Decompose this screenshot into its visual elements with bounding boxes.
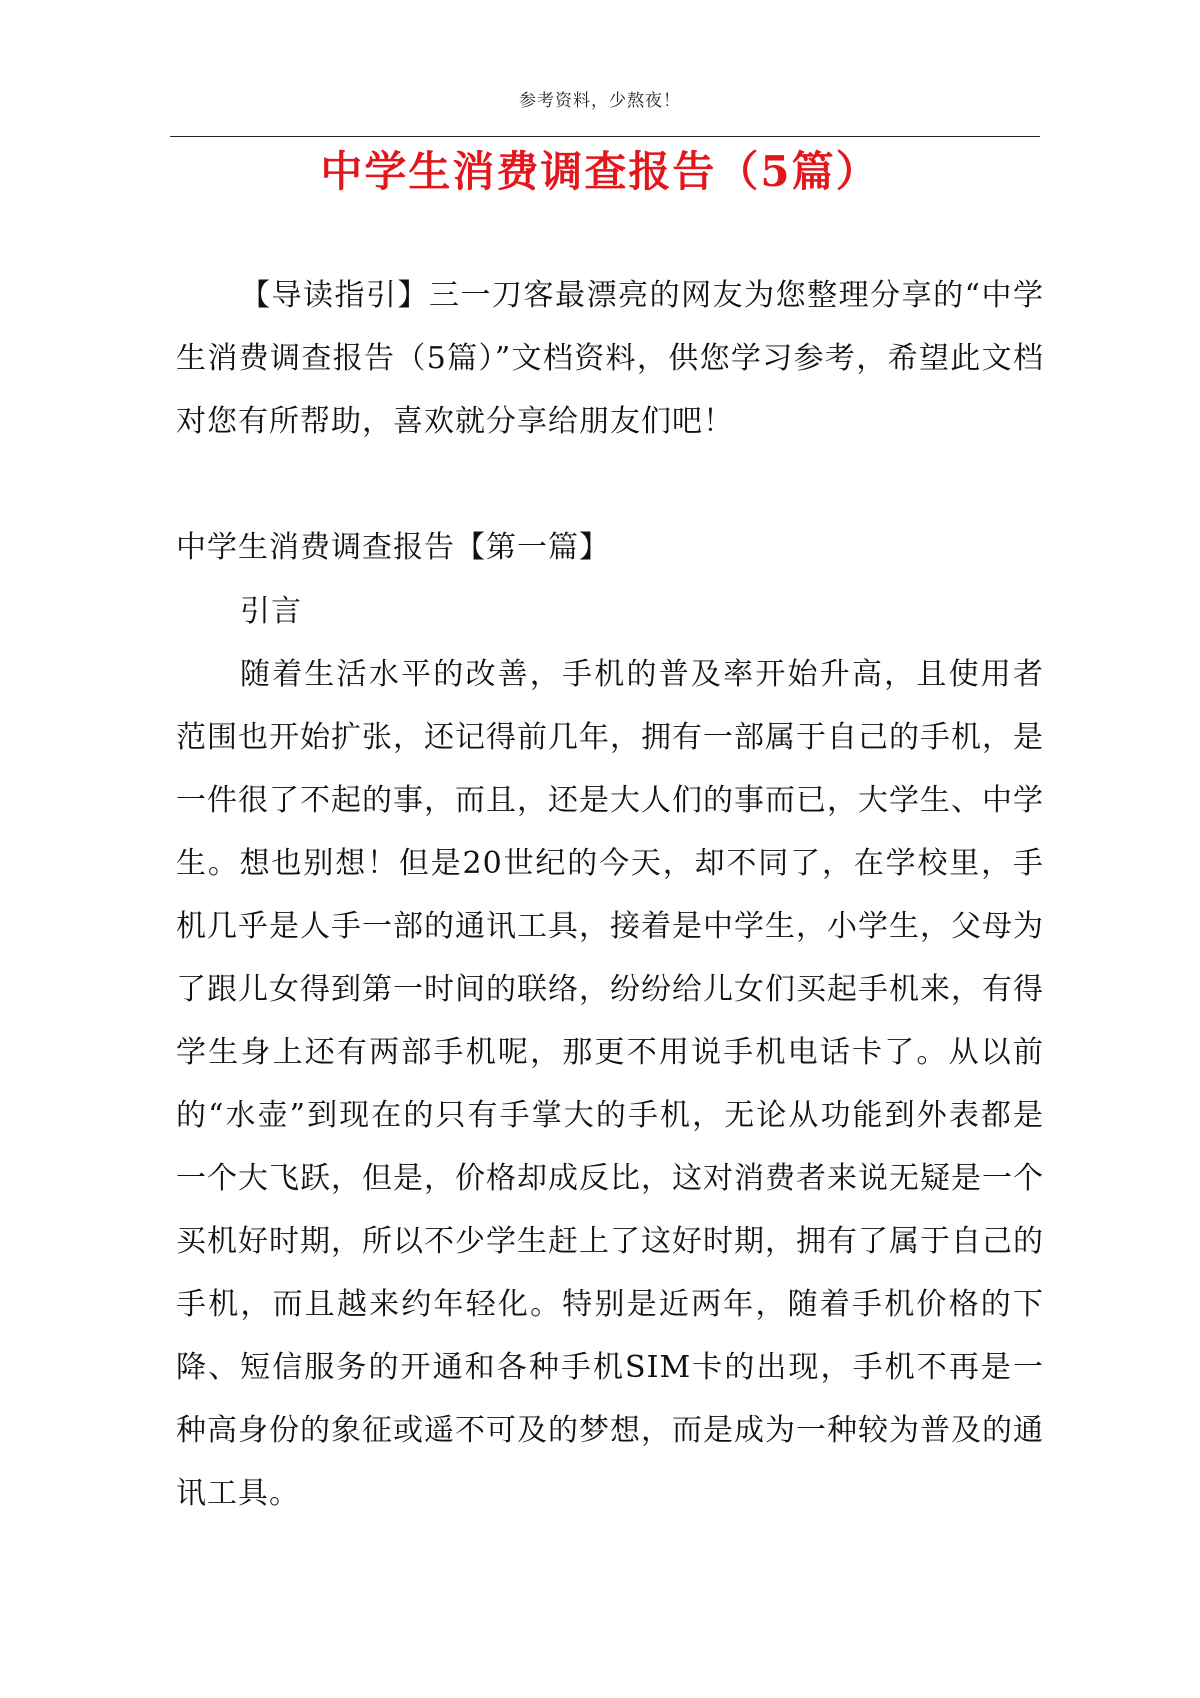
document-title: 中学生消费调查报告（5篇） [320,147,880,196]
sub-heading: 引言 [240,594,302,629]
intro-paragraph: 【导读指引】三一刀客最漂亮的网友为您整理分享的“中学生消费调查报告（5篇）”文档资料，供您学习参考，希望此文档对您有所帮助，喜欢就分享给朋友们吧！ [176,278,1044,439]
header-divider [170,136,1040,137]
section-heading: 中学生消费调查报告【第一篇】 [176,530,610,565]
header-note: 参考资料，少熬夜！ [519,91,681,111]
body-paragraph: 随着生活水平的改善，手机的普及率开始升高，且使用者范围也开始扩张，还记得前几年，拥有一部属于自己的手机，是一件很了不起的事，而且，还是大人们的事而已，大学生、中学生。想也别想！但是20世纪的今天，却不同了，在学校里，手机几乎是人手一部的通讯工具，接着是中学生，小学生，父母为了跟儿女得到第一时间的联络，纷纷给儿女们买起手机来，有得学生身上还有两部手机呢，那更不用说手机电话卡了。从以前的“水壶”到现在的只有手掌大的手机，无论从功能到外表都是一个大飞跃，但是，价格却成反比，这对消费者来说无疑是一个买机好时期，所以不少学生赶上了这好时期，拥有了属于自己的手机，而且越来约年轻化。特别是近两年，随着手机价格的下降、短信服务的开通和各种手机SIM卡的出现，手机不再是一种高身份的象征或遥不可及的梦想，而是成为一种较为普及的通讯工具。 [176,657,1044,1511]
